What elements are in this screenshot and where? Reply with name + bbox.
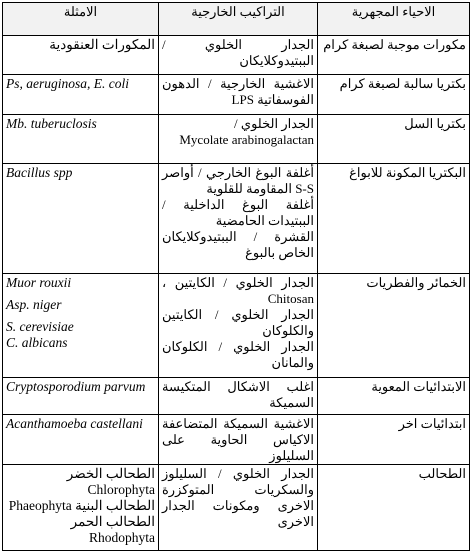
structure-cell: الاغشية الخارجية / الدهون الفوسفاتية LPS xyxy=(159,75,318,115)
examples-cell: Mb. tuberuclosis xyxy=(3,115,159,164)
header-structures: التراكيب الخارجية xyxy=(159,3,318,36)
examples-cell: Ps, aeruginosa, E. coli xyxy=(3,75,159,115)
examples-cell: Acanthamoeba castellani xyxy=(3,415,159,465)
examples-cell: Cryptosporodium parvum xyxy=(3,378,159,415)
structure-cell: الاغشية السميكة المتضاعفة الاكياس الحاوية على السليلوز xyxy=(159,415,318,465)
table-row xyxy=(3,465,470,551)
organism-cell: ابتدائيات اخر xyxy=(318,415,470,465)
table-row xyxy=(3,415,470,465)
structure-cell: أغلفة البوغ الخارجي / أواصر S-S المقاومة للقلوية أغلفة البوغ الداخلية / الببتيدات الحامضية القشرة / الببتيدوكلايكان الخاص بالبوغ xyxy=(159,164,318,274)
structure-cell: الجدار الخلوي / Mycolate arabinogalactan xyxy=(159,115,318,164)
table-row xyxy=(3,274,470,378)
structure-cell: اغلب الاشكال المتكيسة السميكة xyxy=(159,378,318,415)
table-row xyxy=(3,164,470,274)
structure-cell: الجدار الخلوي / الكايتين ، Chitosan الجدار الخلوي / الكايتين والكلوكان الجدار الخلوي / الكلوكان والمانان xyxy=(159,274,318,378)
header-examples: الامثلة xyxy=(3,3,159,36)
header-organisms: الاحياء المجهرية xyxy=(318,3,470,36)
table-row xyxy=(3,75,470,115)
structure-cell: الجدار الخلوي / الببتيدوكلايكان xyxy=(159,36,318,75)
examples-cell: Bacillus spp xyxy=(3,164,159,274)
microorganism-table xyxy=(2,2,470,551)
structure-cell: الجدار الخلوي / السليلوز والسكريات المتوكزرة الاخرى ومكونات الجدار الاخرى xyxy=(159,465,318,551)
header-row xyxy=(3,3,470,36)
table-row xyxy=(3,115,470,164)
examples-cell: Muor rouxii Asp. niger S. cerevisiae C. albicans xyxy=(3,274,159,378)
organism-cell: بكتريا السل xyxy=(318,115,470,164)
organism-cell: الطحالب xyxy=(318,465,470,551)
table-row xyxy=(3,36,470,75)
organism-cell: البكتريا المكونة للابواغ xyxy=(318,164,470,274)
organism-cell: بكتريا سالبة لصبغة كرام xyxy=(318,75,470,115)
examples-cell: المكورات العنقودية xyxy=(3,36,159,75)
organism-cell: الابتدائيات المعوية xyxy=(318,378,470,415)
organism-cell: مكورات موجبة لصبغة كرام xyxy=(318,36,470,75)
table-row xyxy=(3,378,470,415)
organism-cell: الخمائر والفطريات xyxy=(318,274,470,378)
examples-cell: الطحالب الخضر Chlorophyta الطحالب البنية Phaeophyta الطحالب الحمر Rhodophyta xyxy=(3,465,159,551)
